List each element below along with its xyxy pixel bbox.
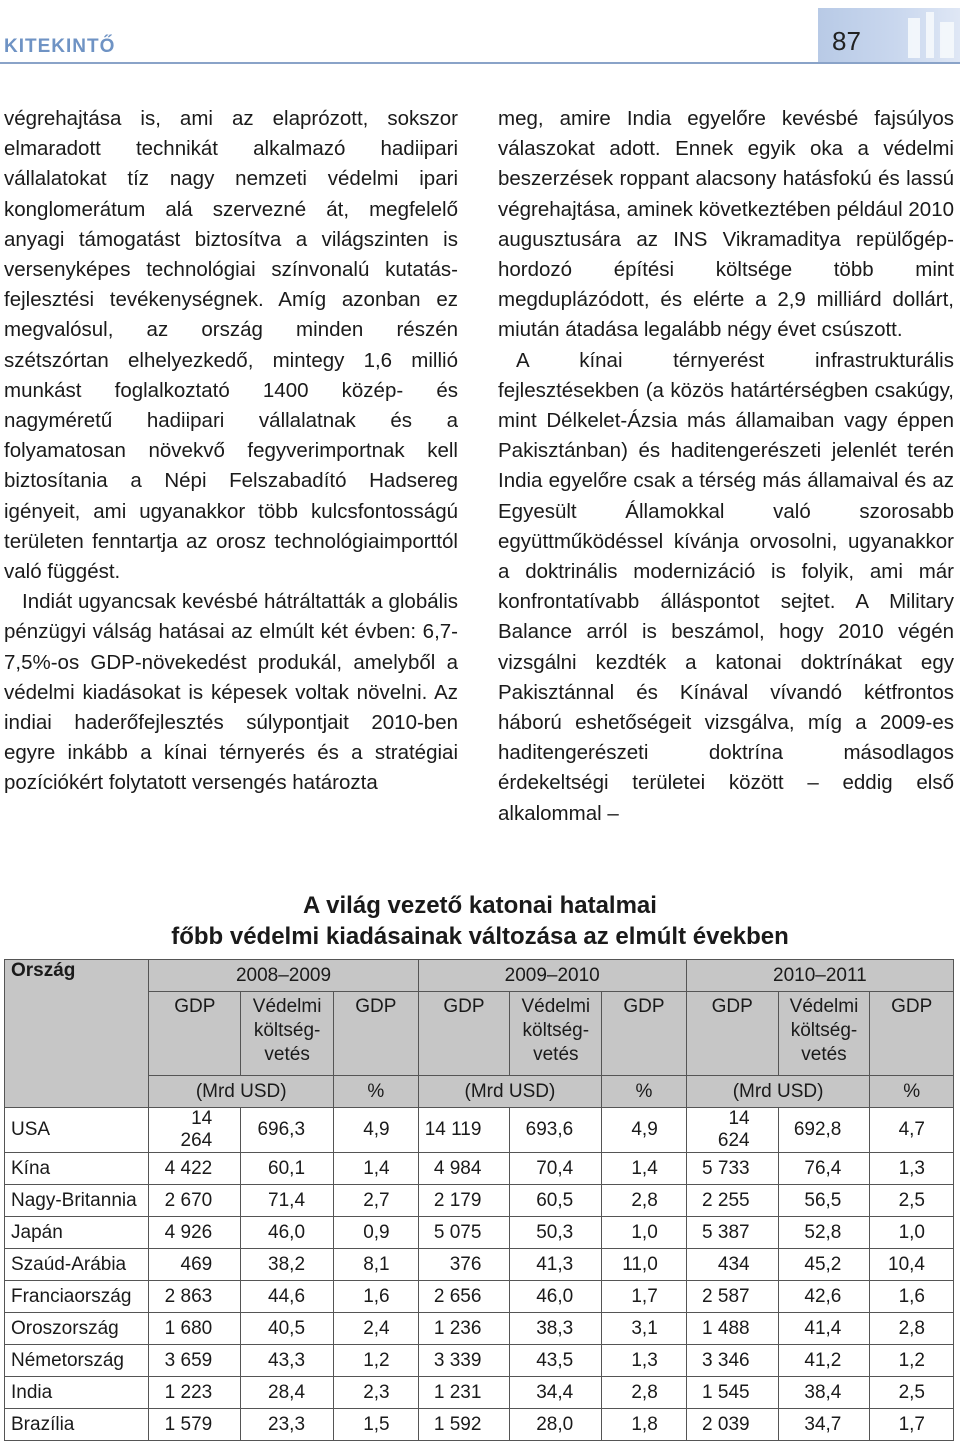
- country-cell: Brazília: [5, 1409, 149, 1441]
- gdp-share-header: GDP: [870, 992, 954, 1076]
- value-cell: 34,7: [778, 1409, 870, 1441]
- unit-header: %: [334, 1076, 419, 1108]
- value-cell: 42,6: [778, 1281, 870, 1313]
- value-cell: 4 984: [418, 1153, 510, 1185]
- table-row: [5, 1249, 954, 1281]
- gdp-header: GDP: [686, 992, 778, 1076]
- value-cell: 14 119: [418, 1108, 510, 1153]
- value-cell: 70,4: [510, 1153, 602, 1185]
- value-cell: 28,0: [510, 1409, 602, 1441]
- value-cell: 76,4: [778, 1153, 870, 1185]
- value-cell: 693,6: [510, 1108, 602, 1153]
- country-cell: Kína: [5, 1153, 149, 1185]
- value-cell: 3 339: [418, 1345, 510, 1377]
- country-cell: Szaúd-Arábia: [5, 1249, 149, 1281]
- value-cell: 14 264: [149, 1108, 241, 1153]
- table-row: [5, 1345, 954, 1377]
- country-cell: Németország: [5, 1345, 149, 1377]
- value-cell: 1 223: [149, 1377, 241, 1409]
- value-cell: 1,3: [870, 1153, 954, 1185]
- value-cell: 8,1: [334, 1249, 419, 1281]
- period-header: 2008–2009: [149, 960, 418, 992]
- value-cell: 56,5: [778, 1185, 870, 1217]
- table-row: [5, 1409, 954, 1441]
- value-cell: 1,0: [602, 1217, 687, 1249]
- table-row: [5, 1313, 954, 1345]
- unit-header: %: [602, 1076, 687, 1108]
- value-cell: 23,3: [241, 1409, 334, 1441]
- value-cell: 2 863: [149, 1281, 241, 1313]
- unit-header: %: [870, 1076, 954, 1108]
- value-cell: 4,7: [870, 1108, 954, 1153]
- value-cell: 44,6: [241, 1281, 334, 1313]
- value-cell: 50,3: [510, 1217, 602, 1249]
- value-cell: 4 926: [149, 1217, 241, 1249]
- country-cell: India: [5, 1377, 149, 1409]
- value-cell: 696,3: [241, 1108, 334, 1153]
- paragraph: Indiát ugyancsak kevésbé hátráltatták a globális pénzügyi válság hatásai az elmúlt két évben: 6,7-7,5%-os GDP-növekedést produkál, amelyből a védelmi kiadásokat is képesek voltak növelni. Az indiai haderőfejlesztés súlypontjait 2010-ben egyre inkább a kínai térnyerés és a stratégiai pozíciókért folytatott versengés határozta: [4, 590, 458, 795]
- value-cell: 10,4: [870, 1249, 954, 1281]
- value-cell: 1,7: [602, 1281, 687, 1313]
- value-cell: 2,4: [334, 1313, 419, 1345]
- paragraph: meg, amire India egyelőre kevésbé fajsúlyos válaszokat adott. Ennek egyik oka a védelmi beszerzések roppant alacsony hatásfokú és lassú végrehajtása, aminek következtében például 2010 augusztusára az INS Vikramaditya repülőgép-hordozó építési költsége több mint megduplázódott, és elérte a 2,9 milliárd dollárt, miután átadása legalább négy évet csúszott.: [498, 107, 954, 342]
- table-row: [5, 1217, 954, 1249]
- value-cell: 71,4: [241, 1185, 334, 1217]
- value-cell: 2 179: [418, 1185, 510, 1217]
- value-cell: 1 592: [418, 1409, 510, 1441]
- value-cell: 1 579: [149, 1409, 241, 1441]
- table-title: [0, 890, 960, 952]
- value-cell: 1,2: [334, 1345, 419, 1377]
- value-cell: 2,8: [602, 1185, 687, 1217]
- value-cell: 2 039: [686, 1409, 778, 1441]
- value-cell: 28,4: [241, 1377, 334, 1409]
- budget-header: Védelmi költség-vetés: [510, 992, 602, 1076]
- value-cell: 434: [686, 1249, 778, 1281]
- value-cell: 1 545: [686, 1377, 778, 1409]
- value-cell: 41,3: [510, 1249, 602, 1281]
- table-title-line: főbb védelmi kiadásainak változása az elmúlt években: [171, 923, 789, 950]
- value-cell: 1,5: [334, 1409, 419, 1441]
- value-cell: 1,3: [602, 1345, 687, 1377]
- value-cell: 11,0: [602, 1249, 687, 1281]
- value-cell: 40,5: [241, 1313, 334, 1345]
- country-column-header: Ország: [5, 960, 149, 1108]
- value-cell: 43,3: [241, 1345, 334, 1377]
- value-cell: 1,6: [870, 1281, 954, 1313]
- left-text-column: [4, 104, 458, 799]
- value-cell: 1 680: [149, 1313, 241, 1345]
- value-cell: 5 733: [686, 1153, 778, 1185]
- value-cell: 4,9: [602, 1108, 687, 1153]
- value-cell: 60,1: [241, 1153, 334, 1185]
- country-cell: Franciaország: [5, 1281, 149, 1313]
- value-cell: 2 670: [149, 1185, 241, 1217]
- value-cell: 38,3: [510, 1313, 602, 1345]
- value-cell: 4 422: [149, 1153, 241, 1185]
- table-row: [5, 1377, 954, 1409]
- paragraph: végrehajtása is, ami az elaprózott, sokszor elmaradott technikát alkalmazó hadiipari vállalatokat tíz nagy nemzeti védelmi ipari konglomerátum alá szervezné át, megfelelő anyagi támogatást biztosítva a világszinten is versenyképes technológiai színvonalú kutatás-fejlesztési tevékenységnek. Amíg azonban ez megvalósul, az ország minden részén szétszórtan elhelyezkedő, mintegy 1,6 millió munkást foglalkoztató 1400 közép- és nagyméretű hadiipari vállalatnak és a folyamatosan növekvő fegyverimportnak kell biztosítania a Népi Felszabadító Hadsereg igényeit, ami ugyanakkor több kulcsfontosságú területen fenntartja az orosz technológiaimporttól való függést.: [4, 107, 458, 584]
- value-cell: 14 624: [686, 1108, 778, 1153]
- gdp-share-header: GDP: [334, 992, 419, 1076]
- value-cell: 2,7: [334, 1185, 419, 1217]
- value-cell: 1,4: [602, 1153, 687, 1185]
- unit-header: (Mrd USD): [418, 1076, 602, 1108]
- paragraph: A kínai térnyerést infrastrukturális fejlesztésekben (a közös határtérségben csakúgy, mint Délkelet-Ázsia más államaiban vagy éppen Pakisztánban) és haditengerészeti jelenlét terén India egyelőre csak a térség más államaival és az Egyesült Államokkal való szorosabb együttműködéssel kívánja orvosolni, ugyanakkor a doktrinális modernizáció is folyik, ami már konfrontatívabb álláspontot sejtet. A Military Balance arról is beszámol, hogy 2010 végén vizsgálni kezdték a katonai doktrínákat egy Pakisztánnal és Kínával vívandó kétfrontos háború eshetőségeit vizsgálva, míg a 2009-es haditengerészeti doktrína másodlagos érdekeltségi területei között – eddig első alkalommal –: [498, 348, 954, 825]
- page-number: 87: [832, 26, 861, 56]
- gdp-share-header: GDP: [602, 992, 687, 1076]
- value-cell: 4,9: [334, 1108, 419, 1153]
- period-header: 2010–2011: [686, 960, 953, 992]
- value-cell: 2,3: [334, 1377, 419, 1409]
- header-rule: [0, 62, 960, 64]
- country-cell: USA: [5, 1108, 149, 1153]
- right-text-column: [498, 104, 954, 829]
- value-cell: 1 236: [418, 1313, 510, 1345]
- value-cell: 46,0: [241, 1217, 334, 1249]
- value-cell: 38,4: [778, 1377, 870, 1409]
- table-title-line: A világ vezető katonai hatalmai: [303, 892, 657, 919]
- value-cell: 376: [418, 1249, 510, 1281]
- value-cell: 52,8: [778, 1217, 870, 1249]
- value-cell: 46,0: [510, 1281, 602, 1313]
- value-cell: 2,5: [870, 1185, 954, 1217]
- value-cell: 692,8: [778, 1108, 870, 1153]
- value-cell: 2,8: [602, 1377, 687, 1409]
- country-cell: Nagy-Britannia: [5, 1185, 149, 1217]
- unit-header: (Mrd USD): [686, 1076, 870, 1108]
- period-header: 2009–2010: [418, 960, 686, 992]
- table-row: [5, 1185, 954, 1217]
- value-cell: 2,8: [870, 1313, 954, 1345]
- value-cell: 5 387: [686, 1217, 778, 1249]
- value-cell: 2 255: [686, 1185, 778, 1217]
- value-cell: 60,5: [510, 1185, 602, 1217]
- table-row: [5, 1153, 954, 1185]
- value-cell: 3 346: [686, 1345, 778, 1377]
- value-cell: 2 656: [418, 1281, 510, 1313]
- value-cell: 1 488: [686, 1313, 778, 1345]
- value-cell: 1,4: [334, 1153, 419, 1185]
- value-cell: 2 587: [686, 1281, 778, 1313]
- value-cell: 45,2: [778, 1249, 870, 1281]
- value-cell: 3,1: [602, 1313, 687, 1345]
- value-cell: 1,0: [870, 1217, 954, 1249]
- value-cell: 38,2: [241, 1249, 334, 1281]
- value-cell: 1,8: [602, 1409, 687, 1441]
- country-cell: Oroszország: [5, 1313, 149, 1345]
- value-cell: 0,9: [334, 1217, 419, 1249]
- unit-header: (Mrd USD): [149, 1076, 334, 1108]
- gdp-header: GDP: [149, 992, 241, 1076]
- value-cell: 43,5: [510, 1345, 602, 1377]
- section-label: KITEKINTŐ: [4, 36, 116, 57]
- value-cell: 41,4: [778, 1313, 870, 1345]
- budget-header: Védelmi költség-vetés: [778, 992, 870, 1076]
- value-cell: 1,7: [870, 1409, 954, 1441]
- value-cell: 469: [149, 1249, 241, 1281]
- value-cell: 5 075: [418, 1217, 510, 1249]
- gdp-header: GDP: [418, 992, 510, 1076]
- value-cell: 1,6: [334, 1281, 419, 1313]
- table-row: [5, 1108, 954, 1153]
- value-cell: 3 659: [149, 1345, 241, 1377]
- value-cell: 1,2: [870, 1345, 954, 1377]
- value-cell: 1 231: [418, 1377, 510, 1409]
- budget-header: Védelmi költség-vetés: [241, 992, 334, 1076]
- table-row: [5, 1281, 954, 1313]
- value-cell: 2,5: [870, 1377, 954, 1409]
- value-cell: 41,2: [778, 1345, 870, 1377]
- country-cell: Japán: [5, 1217, 149, 1249]
- defense-spending-table: [4, 959, 954, 1441]
- value-cell: 34,4: [510, 1377, 602, 1409]
